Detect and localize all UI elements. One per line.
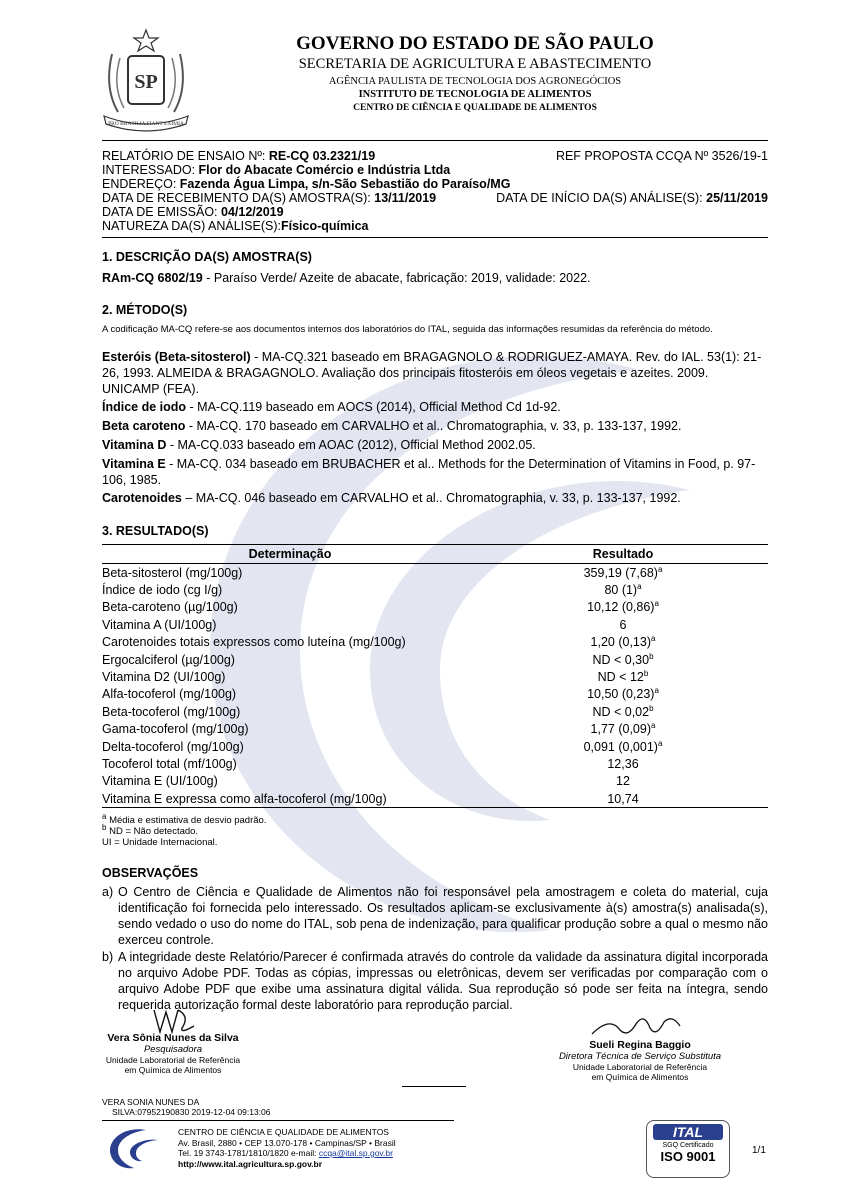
table-row (102, 634, 768, 651)
resultado-cell: 80 $(1)^a$ (604, 581, 642, 598)
determinacao-cell: Beta-tocoferol (mg/100g) (102, 704, 241, 719)
resultado-cell: 6 (619, 617, 627, 632)
determinacao-cell: Carotenoides totais expressos como luteína (mg/100g) (102, 635, 406, 650)
resultado-cell: ND < $12^b$ (597, 668, 649, 685)
section-3-title: 3. RESULTADO(S) (102, 524, 209, 538)
method-item: Carotenoides – MA-CQ. 046 baseado em CARVALHO et al.. Chromatographia, v. 33, p. 133-137, 1992. (102, 491, 681, 505)
sample-description: RAm-CQ 6802/19 - Paraíso Verde/ Azeite de abacate, fabricação: 2019, validade: 2022. (102, 271, 591, 285)
resultado-cell: 12 (616, 774, 630, 789)
method-item: Vitamina D - MA-CQ.033 baseado em AOAC (2012), Official Method 2002.05. (102, 438, 536, 452)
header-secretaria: SECRETARIA DE AGRICULTURA E ABASTECIMENTO (298, 56, 652, 72)
table-row (102, 668, 768, 685)
results-header-row (102, 545, 768, 564)
footnote-ui: UI = Unidade Internacional. (102, 837, 218, 848)
determinacao-cell: Vitamina E expressa como alfa-tocoferol (mg/100g) (102, 790, 478, 808)
header-centro: CENTRO DE CIÊNCIA E QUALIDADE DE ALIMENTOS (353, 103, 597, 113)
table-row (102, 790, 768, 808)
resultado-cell: 10,12 $(0,86)^a$ (587, 599, 659, 615)
resultado-cell: ND < 0,02$^b$ (592, 703, 654, 719)
table-row (102, 599, 768, 616)
natureza-line: NATUREZA DA(S) ANÁLISE(S):Físico-química (102, 219, 369, 233)
determinacao-cell: Beta-caroteno (µg/100g) (102, 600, 238, 615)
determinacao-cell: Delta-tocoferol (mg/100g) (102, 739, 244, 754)
section-1-title: 1. DESCRIÇÃO DA(S) AMOSTRA(S) (102, 250, 312, 264)
footer-address: CENTRO DE CIÊNCIA E QUALIDADE DE ALIMENTOS Av. Brasil, 2880 • CEP 13.070-178 • Campinas/SP • Brasil Tel. 19 3743-1781/1810/1820 e-mail: ccqa@ital.sp.gov.br http://www.ital.agricultura.sp.gov.br (178, 1127, 396, 1169)
resultado-cell: 10,74 (478, 790, 768, 808)
determinacao-cell: Ergocalciferol (µg/100g) (102, 652, 235, 667)
determinacao-cell: Gama-tocoferol (mg/100g) (102, 722, 249, 737)
relatorio-line: RELATÓRIO DE ENSAIO Nº: RE-CQ 03.2321/19 (102, 149, 376, 163)
table-row (102, 651, 768, 668)
observacao-b: b) A integridade deste Relatório/Parecer é confirmada através do controle da validade da assinatura digital incorporada no arquivo Adobe PDF. Todas as cópias, impressas ou eletrônicas, devem ser verificadas por comparação com o arquivo Adobe PDF que exibe uma assinatura digital válida. Sua reprodução só pode ser feita na íntegra, sendo requerida autorização formal deste laboratório para reprodução parcial. (102, 950, 768, 1012)
determinacao-cell: Tocoferol total (mf/100g) (102, 756, 237, 771)
resultado-cell: 359,19 $(7,68)^a$ (583, 564, 663, 580)
table-row (102, 738, 768, 755)
ital-logo: ITAL (653, 1124, 723, 1140)
info-divider (102, 237, 768, 238)
determinacao-cell: Índice de iodo (cg I/g) (102, 583, 223, 598)
table-row (102, 703, 768, 720)
svg-text:SP: SP (134, 71, 158, 93)
method-item: Beta caroteno - MA-CQ. 170 baseado em CARVALHO et al.. Chromatographia, v. 33, p. 133-137, 1992. (102, 419, 682, 433)
table-row (102, 616, 768, 633)
observacoes-title: OBSERVAÇÕES (102, 866, 199, 880)
method-item: Esteróis (Beta-sitosterol) - MA-CQ.321 baseado em BRAGAGNOLO & RODRIGUEZ-AMAYA. Rev. do IAL. 53(1): 21-26, 1993. ALMEIDA & BRAGAGNOLO. Avaliação dos principais fitosteróis em óleos vegetais e azeites. 2009. UNICAMP (FEA). (102, 350, 762, 396)
determinacao-cell: Vitamina E (UI/100g) (102, 774, 218, 789)
table-row (102, 686, 768, 703)
resultado-cell: 1,77 $(0,09)^a$ (590, 721, 656, 737)
website-link[interactable]: http://www.ital.agricultura.sp.gov.br (178, 1158, 323, 1169)
footer-divider (102, 1120, 454, 1121)
page-number: 1/1 (752, 1145, 766, 1156)
signature-right: Sueli Regina Baggio Diretora Técnica de Serviço Substituta Unidade Laboratorial de Referência em Química de Alimentos (558, 1039, 722, 1082)
recebimento-line: DATA DE RECEBIMENTO DA(S) AMOSTRA(S): 13/11/2019 (102, 191, 437, 205)
header-instituto: INSTITUTO DE TECNOLOGIA DE ALIMENTOS (358, 89, 592, 100)
endereco-line: ENDEREÇO: Fazenda Água Limpa, s/n-São Sebastião do Paraíso/MG (102, 177, 511, 191)
footnote-a: $^a$ Média e estimativa de desvio padrão. (102, 811, 267, 826)
signature-left: Vera Sônia Nunes da Silva Pesquisadora Unidade Laboratorial de Referência em Química de Alimentos (105, 1032, 241, 1075)
column-header-resultado: Resultado (478, 545, 768, 564)
interessado-line: INTERESSADO: Flor do Abacate Comércio e Indústria Ltda (102, 163, 451, 177)
section-2-title: 2. MÉTODO(S) (102, 303, 188, 317)
svg-text:PRO BRASILIA FIANT EXIMIA: PRO BRASILIA FIANT EXIMIA (108, 121, 184, 127)
email-link[interactable]: ccqa@ital.sp.gov.br (318, 1148, 393, 1158)
determinacao-cell: Beta-sitosterol (mg/100g) (102, 565, 243, 580)
resultado-cell: 12,36 (607, 756, 639, 771)
ital-iso-badge: ITAL SGQ Certificado ISO 9001 (646, 1120, 730, 1178)
determinacao-cell: Vitamina A (UI/100g) (102, 617, 217, 632)
header-government: GOVERNO DO ESTADO DE SÃO PAULO (296, 33, 654, 54)
results-table (102, 544, 768, 808)
method-item: Vitamina E - MA-CQ. 034 baseado em BRUBACHER et al.. Methods for the Determination of Vitamins in Food, p. 97-106, 1985. (102, 457, 756, 487)
method-intro: A codificação MA-CQ refere-se aos documentos internos dos laboratórios do ITAL, seguida das informações resumidas da referência do método. (102, 324, 713, 335)
header-divider (102, 140, 768, 141)
table-row (102, 581, 768, 598)
ref-proposta: REF PROPOSTA CCQA Nº 3526/19-1 (555, 149, 768, 163)
resultado-cell: 10,50 $(0,23)^a$ (587, 686, 659, 702)
observacao-a: a) O Centro de Ciência e Qualidade de Alimentos não foi responsável pela amostragem e coleta do material, cuja identificação foi fornecida pelo interessado. Os resultados aplicam-se exclusivamente à(s) amostra(s) analisada(s), sendo vedado o uso do nome do ITAL, sob pena de indenização, para qualificar produção sobre a qual o mesmo não exerceu controle. (102, 885, 768, 947)
signature-separator (402, 1086, 466, 1087)
resultado-cell: 1,20 $(0,13)^a$ (590, 634, 656, 650)
inicio-line: DATA DE INÍCIO DA(S) ANÁLISE(S): 25/11/2019 (496, 191, 768, 205)
determinacao-cell: Alfa-tocoferol (mg/100g) (102, 687, 237, 702)
emissao-line: DATA DE EMISSÃO: 04/12/2019 (102, 205, 284, 219)
ccqa-logo-icon (106, 1126, 162, 1172)
signature-right-icon (590, 1012, 685, 1042)
determinacao-cell: Vitamina D2 (UI/100g) (102, 670, 226, 685)
resultado-cell: 0,091 $(0,001)^a$ (583, 738, 663, 754)
table-row (102, 755, 768, 772)
table-row (102, 773, 768, 790)
resultado-cell: ND < 0,30$^b$ (592, 651, 654, 667)
table-row (102, 564, 768, 582)
table-row (102, 721, 768, 738)
sao-paulo-crest-icon (98, 28, 194, 132)
header-agencia: AGÊNCIA PAULISTA DE TECNOLOGIA DOS AGRONEGÓCIOS (328, 76, 622, 87)
digital-signature: VERA SONIA NUNES DA SILVA:07952190830 2019-12-04 09:13:06 (102, 1097, 271, 1117)
column-header-determinacao: Determinação (102, 545, 478, 564)
method-item: Índice de iodo - MA-CQ.119 baseado em AOCS (2014), Official Method Cd 1d-92. (102, 400, 561, 414)
footnote-b: $^b$ ND = Não detectado. (102, 822, 199, 837)
